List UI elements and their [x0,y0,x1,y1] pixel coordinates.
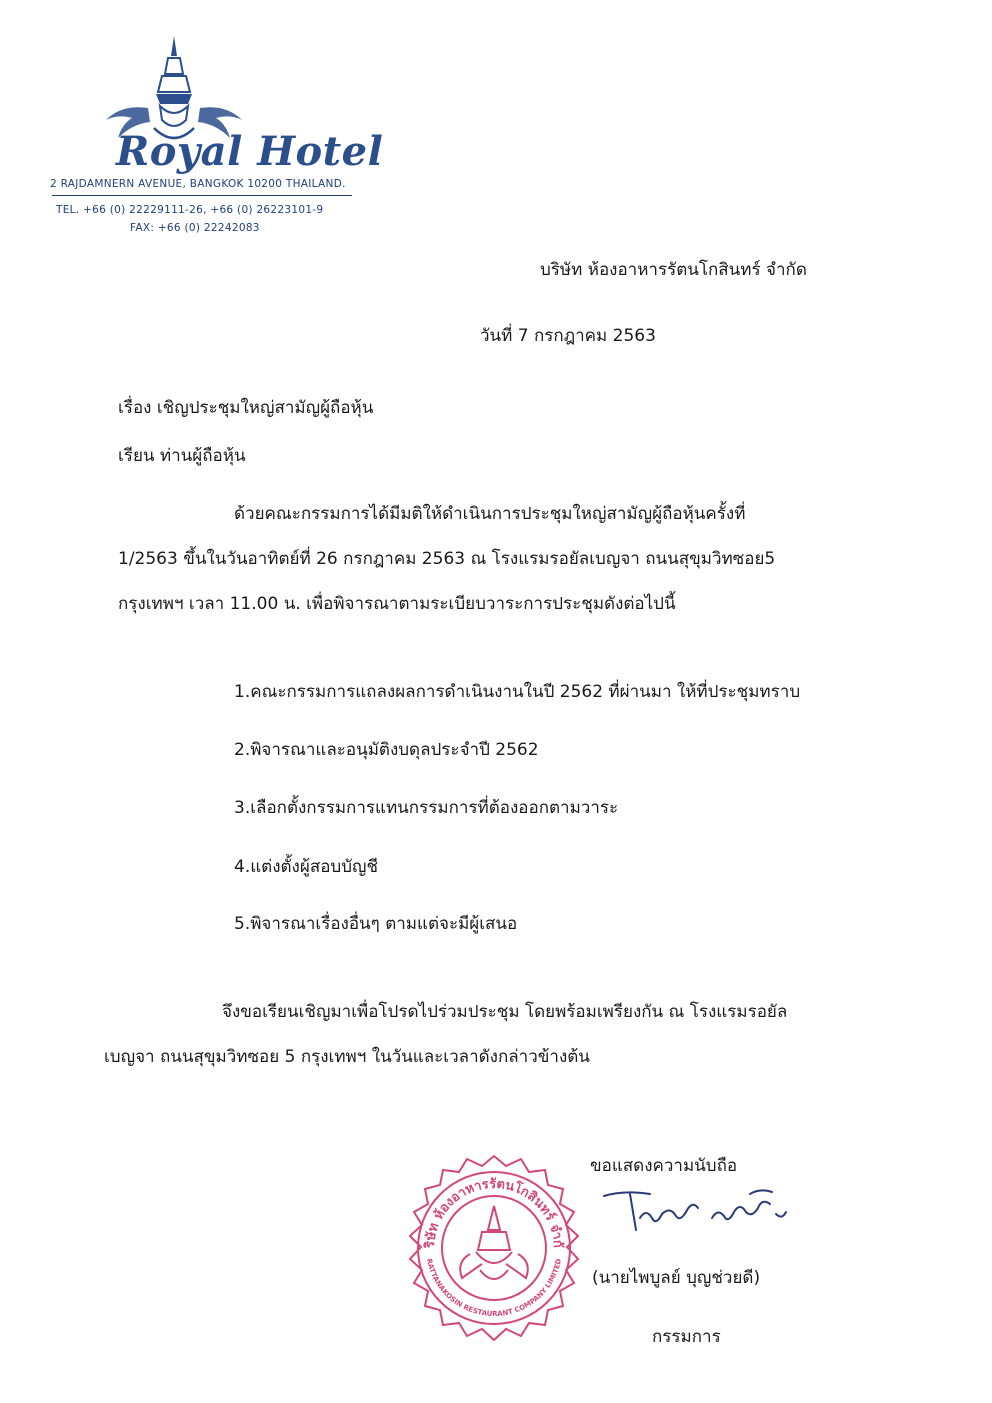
telephone-numbers: TEL. +66 (0) 22229111-26, +66 (0) 26223101-9 [56,204,324,216]
handwritten-signature [600,1178,790,1248]
body-line: ด้วยคณะกรรมการได้มีมติให้ดำเนินการประชุมใหญ่สามัญผู้ถือหุ้นครั้งที่ [234,504,746,524]
closing-line: จึงขอเรียนเชิญมาเพื่อโปรดไปร่วมประชุม โดยพร้อมเพรียงกัน ณ โรงแรมรอยัล [222,1002,788,1022]
agenda-item: 1.คณะกรรมการแถลงผลการดำเนินงานในปี 2562 ที่ผ่านมา ให้ที่ประชุมทราบ [234,682,801,702]
agenda-item: 5.พิจารณาเรื่องอื่นๆ ตามแต่จะมีผู้เสนอ [234,914,518,934]
brand-name: Royal Hotel [116,128,384,175]
signer-name: (นายไพบูลย์ บุญช่วยดี) [592,1268,761,1288]
agenda-item: 2.พิจารณาและอนุมัติงบดุลประจำปี 2562 [234,740,539,760]
letter-recipient: เรียน ท่านผู้ถือหุ้น [118,446,246,466]
letter-subject: เรื่อง เชิญประชุมใหญ่สามัญผู้ถือหุ้น [118,398,374,418]
body-line: กรุงเทพฯ เวลา 11.00 น. เพื่อพิจารณาตามระเบียบวาระการประชุมดังต่อไปนี้ [118,594,676,614]
seal-thai-text: ริษัท ห้องอาหารรัตนโกสินทร์ จำกั [422,1176,566,1249]
agenda-item: 4.แต่งตั้งผู้สอบบัญชี [234,857,379,877]
agenda-item: 3.เลือกตั้งกรรมการแทนกรรมการที่ต้องออกตามวาระ [234,798,619,818]
letter-date: วันที่ 7 กรกฎาคม 2563 [480,326,656,346]
company-name: บริษัท ห้องอาหารรัตนโกสินทร์ จำกัด [540,260,807,280]
letterhead [40,28,384,238]
letterhead-divider [52,195,352,196]
signer-role: กรรมการ [652,1327,721,1347]
seal-english-text: RATTANAKOSIN RESTAURANT COMPANY LIMITED [424,1257,564,1319]
hotel-address: 2 RAJDAMNERN AVENUE, BANGKOK 10200 THAILAND. [50,178,346,190]
body-line: 1/2563 ขึ้นในวันอาทิตย์ที่ 26 กรกฎาคม 2563 ณ โรงแรมรอยัลเบญจา ถนนสุขุมวิทซอย5 [118,549,776,569]
fax-number: FAX: +66 (0) 22242083 [130,222,260,234]
regards-text: ขอแสดงความนับถือ [590,1156,738,1176]
closing-line: เบญจา ถนนสุขุมวิทซอย 5 กรุงเทพฯ ในวันและเวลาดังกล่าวข้างต้น [104,1047,590,1067]
company-seal-icon [396,1150,592,1346]
